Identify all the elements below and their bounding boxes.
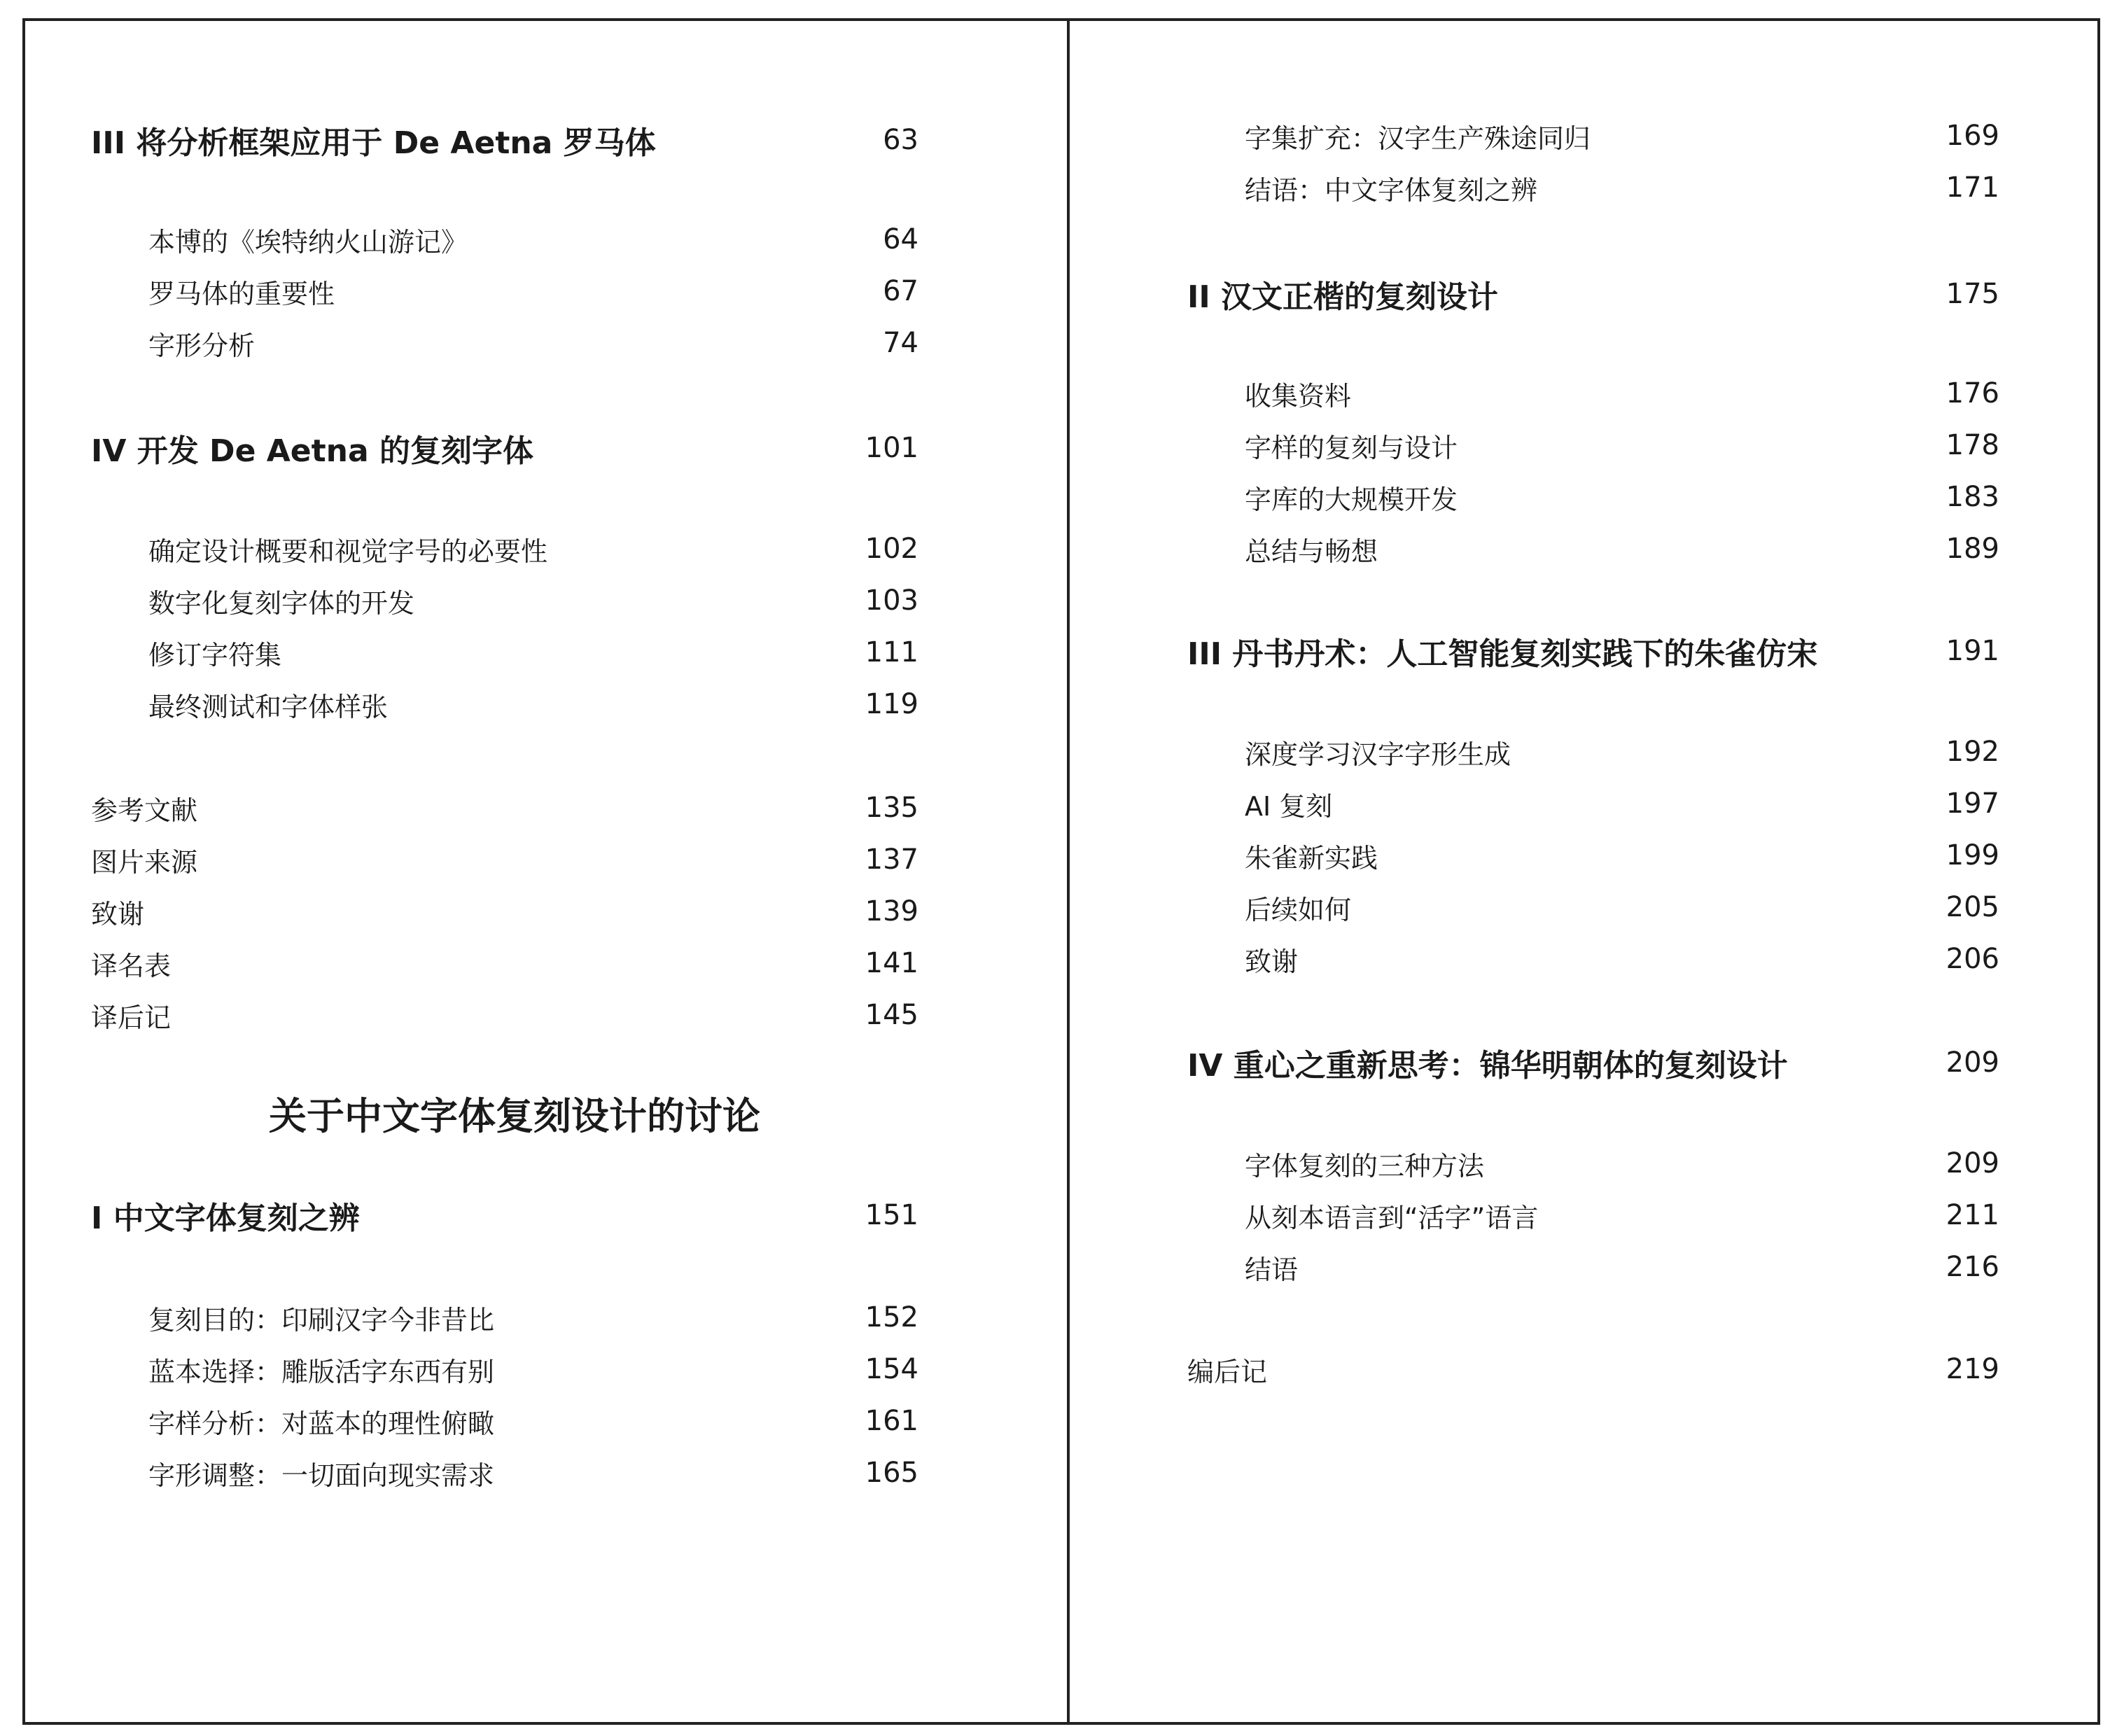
toc-entry-title: 结语：中文字体复刻之辨	[1245, 174, 1538, 206]
toc-entry-title: 结语	[1245, 1254, 1299, 1285]
toc-entry-title: 后续如何	[1245, 894, 1352, 925]
toc-entry-title: 参考文献	[91, 794, 198, 826]
toc-entry-page: 141	[865, 947, 918, 979]
toc-section-entry[interactable]	[1245, 942, 1999, 976]
toc-entry-page: 67	[883, 275, 918, 307]
toc-entry-title: 字库的大规模开发	[1245, 484, 1458, 515]
toc-entry-title: III 丹书丹术：人工智能复刻实践下的朱雀仿宋	[1187, 636, 1818, 672]
toc-entry-title: I 中文字体复刻之辨	[91, 1200, 360, 1236]
toc-entry-title: 译名表	[91, 950, 172, 981]
toc-entry-page: 151	[865, 1199, 918, 1231]
toc-entry-page: 145	[865, 999, 918, 1031]
toc-chapter-entry[interactable]	[1187, 630, 1999, 672]
toc-entry-page: 135	[865, 792, 918, 824]
toc-entry-page: 74	[883, 327, 918, 359]
toc-entry-page: 189	[1945, 533, 1999, 565]
toc-entry-title: 编后记	[1187, 1356, 1268, 1387]
toc-entry-title: 致谢	[91, 898, 145, 930]
toc-entry-title: IV 重心之重新思考：锦华明朝体的复刻设计	[1187, 1048, 1788, 1084]
toc-section-entry[interactable]	[1245, 171, 1999, 204]
toc-entry-title: 字形分析	[148, 330, 256, 361]
toc-section-entry[interactable]	[1245, 1250, 1999, 1284]
toc-section-entry[interactable]	[1245, 480, 1999, 514]
toc-entry-title: 确定设计概要和视觉字号的必要性	[148, 536, 548, 567]
toc-entry-page: 205	[1945, 891, 1999, 923]
toc-entry-title: 最终测试和字体样张	[148, 691, 389, 722]
toc-entry-title: AI 复刻	[1245, 790, 1333, 822]
toc-entry-page: 63	[883, 124, 918, 156]
toc-entry-title: 字体复刻的三种方法	[1245, 1150, 1485, 1182]
toc-chapter-entry[interactable]	[1187, 1042, 1999, 1084]
toc-entry-title: 本博的《埃特纳火山游记》	[148, 226, 468, 258]
toc-entry-title: 数字化复刻字体的开发	[148, 587, 415, 619]
toc-entry-title: 译后记	[91, 1002, 172, 1033]
toc-entry-title: IV 开发 De Aetna 的复刻字体	[91, 433, 534, 469]
toc-entry-page: 111	[865, 636, 918, 668]
toc-entry-page: 161	[865, 1405, 918, 1437]
toc-entry-title: 蓝本选择：雕版活字东西有别	[148, 1356, 495, 1387]
toc-section-entry[interactable]	[1245, 787, 1999, 820]
toc-chapter-entry[interactable]	[1187, 273, 1999, 315]
toc-entry-page: 171	[1945, 172, 1999, 204]
toc-backmatter-entry[interactable]	[1187, 1352, 1999, 1386]
toc-entry-title: 字样分析：对蓝本的理性俯瞰	[148, 1408, 495, 1439]
toc-entry-page: 192	[1945, 736, 1999, 768]
toc-entry-page: 119	[865, 688, 918, 720]
toc-entry-page: 64	[883, 223, 918, 255]
toc-section-entry[interactable]	[1245, 1147, 1999, 1180]
toc-entry-title: 字形调整：一切面向现实需求	[148, 1460, 495, 1491]
toc-section-entry[interactable]	[1245, 839, 1999, 872]
toc-entry-title: 字集扩充：汉字生产殊途同归	[1245, 122, 1591, 154]
toc-entry-page: 183	[1945, 481, 1999, 513]
toc-entry-page: 165	[865, 1457, 918, 1489]
toc-entry-title: III 将分析框架应用于 De Aetna 罗马体	[91, 125, 656, 161]
toc-entry-title: 朱雀新实践	[1245, 842, 1378, 874]
toc-entry-page: 154	[865, 1353, 918, 1385]
toc-entry-page: 102	[865, 533, 918, 565]
toc-entry-page: 169	[1945, 120, 1999, 152]
toc-entry-page: 197	[1945, 788, 1999, 820]
toc-entry-page: 139	[865, 895, 918, 927]
toc-entry-title: 图片来源	[91, 846, 198, 878]
toc-entry-title: 从刻本语言到“活字”语言	[1245, 1202, 1539, 1233]
part-heading: 关于中文字体复刻设计的讨论	[269, 1094, 760, 1138]
toc-entry-page: 137	[865, 844, 918, 876]
toc-entry-page: 191	[1945, 635, 1999, 667]
toc-entry-page: 209	[1945, 1046, 1999, 1079]
toc-entry-page: 103	[865, 584, 918, 617]
toc-section-entry[interactable]	[1245, 377, 1999, 410]
toc-entry-title: 致谢	[1245, 946, 1299, 977]
toc-section-entry[interactable]	[1245, 428, 1999, 462]
toc-entry-page: 101	[865, 432, 918, 464]
toc-entry-page: 178	[1945, 429, 1999, 461]
toc-entry-title: 总结与畅想	[1245, 536, 1378, 567]
toc-entry-page: 175	[1945, 278, 1999, 310]
toc-entry-title: 罗马体的重要性	[148, 278, 335, 309]
toc-section-entry[interactable]	[1245, 119, 1999, 153]
toc-section-entry[interactable]	[1245, 532, 1999, 566]
toc-entry-page: 216	[1945, 1251, 1999, 1283]
toc-entry-page: 211	[1945, 1199, 1999, 1231]
toc-entry-title: 复刻目的：印刷汉字今非昔比	[148, 1304, 495, 1336]
toc-entry-page: 199	[1945, 839, 1999, 872]
toc-entry-page: 219	[1945, 1353, 1999, 1385]
toc-entry-title: 收集资料	[1245, 380, 1352, 412]
toc-section-entry[interactable]	[1245, 1198, 1999, 1232]
toc-entry-title: 修订字符集	[148, 639, 282, 671]
toc-entry-page: 152	[865, 1301, 918, 1334]
toc-section-entry[interactable]	[1245, 890, 1999, 924]
toc-section-entry[interactable]	[1245, 735, 1999, 769]
toc-entry-page: 206	[1945, 943, 1999, 975]
toc-entry-title: 深度学习汉字字形生成	[1245, 738, 1511, 770]
toc-entry-page: 209	[1945, 1147, 1999, 1180]
toc-entry-page: 176	[1945, 377, 1999, 410]
toc-entry-title: II 汉文正楷的复刻设计	[1187, 279, 1499, 315]
toc-entry-title: 字样的复刻与设计	[1245, 432, 1458, 463]
